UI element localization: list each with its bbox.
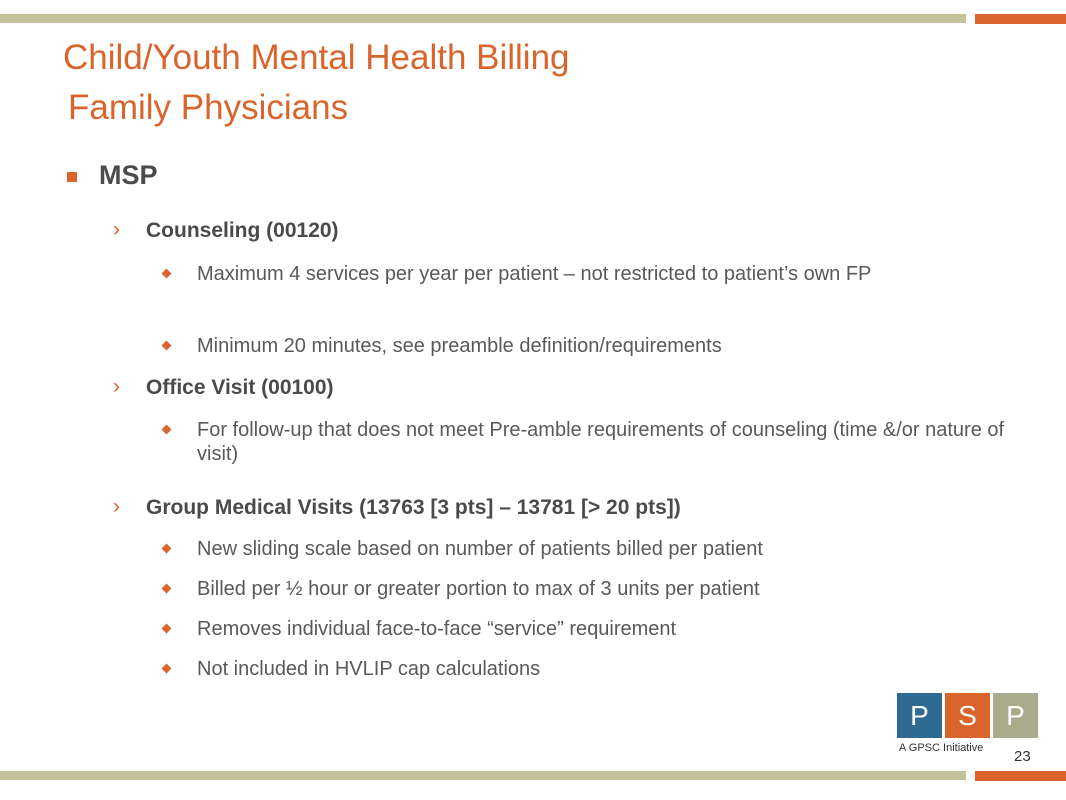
list-item [163, 262, 1033, 286]
top-accent-bar [975, 14, 1066, 24]
list-item [163, 418, 1033, 466]
bottom-decorative-bar [0, 771, 966, 780]
diamond-bullet-icon [162, 584, 172, 594]
diamond-bullet-icon [162, 425, 172, 435]
section-label: Office Visit (00100) [146, 376, 334, 399]
list-item [163, 537, 1033, 561]
diamond-bullet-icon [162, 624, 172, 634]
heading-label: MSP [99, 160, 158, 190]
bottom-accent-bar [975, 771, 1066, 781]
top-decorative-bar [0, 14, 966, 23]
chevron-right-icon: › [113, 495, 120, 518]
page-number: 23 [1014, 748, 1031, 765]
logo-letter-p: P [897, 693, 942, 738]
logo-tagline: A GPSC Initiative [899, 742, 984, 754]
chevron-right-icon: › [113, 218, 120, 241]
list-item [163, 334, 1033, 358]
section-label: Counseling (00120) [146, 219, 339, 242]
diamond-bullet-icon [162, 269, 172, 279]
list-item-text: Minimum 20 minutes, see preamble definition/requirements [197, 335, 722, 357]
chevron-right-icon: › [113, 375, 120, 398]
list-item-text: Maximum 4 services per year per patient – not restricted to patient’s own FP [197, 263, 872, 285]
diamond-bullet-icon [162, 544, 172, 554]
list-item [163, 657, 1033, 681]
slide-title: Child/Youth Mental Health Billing [63, 38, 570, 77]
list-item [163, 617, 1033, 641]
list-item-text: New sliding scale based on number of patients billed per patient [197, 538, 763, 560]
list-item-text: For follow-up that does not meet Pre-amble requirements of counseling (time &/or nature of visit) [197, 419, 1005, 465]
diamond-bullet-icon [162, 341, 172, 351]
logo-letter-s: S [945, 693, 990, 738]
list-item [163, 577, 1033, 601]
square-bullet-icon [67, 172, 77, 182]
logo-letter-p2: P [993, 693, 1038, 738]
list-item-text: Removes individual face-to-face “service” requirement [197, 618, 677, 640]
list-item-text: Billed per ½ hour or greater portion to max of 3 units per patient [197, 578, 760, 600]
slide-subtitle: Family Physicians [68, 88, 349, 127]
diamond-bullet-icon [162, 664, 172, 674]
section-label: Group Medical Visits (13763 [3 pts] – 13781 [> 20 pts]) [146, 496, 681, 519]
list-item-text: Not included in HVLIP cap calculations [197, 658, 541, 680]
